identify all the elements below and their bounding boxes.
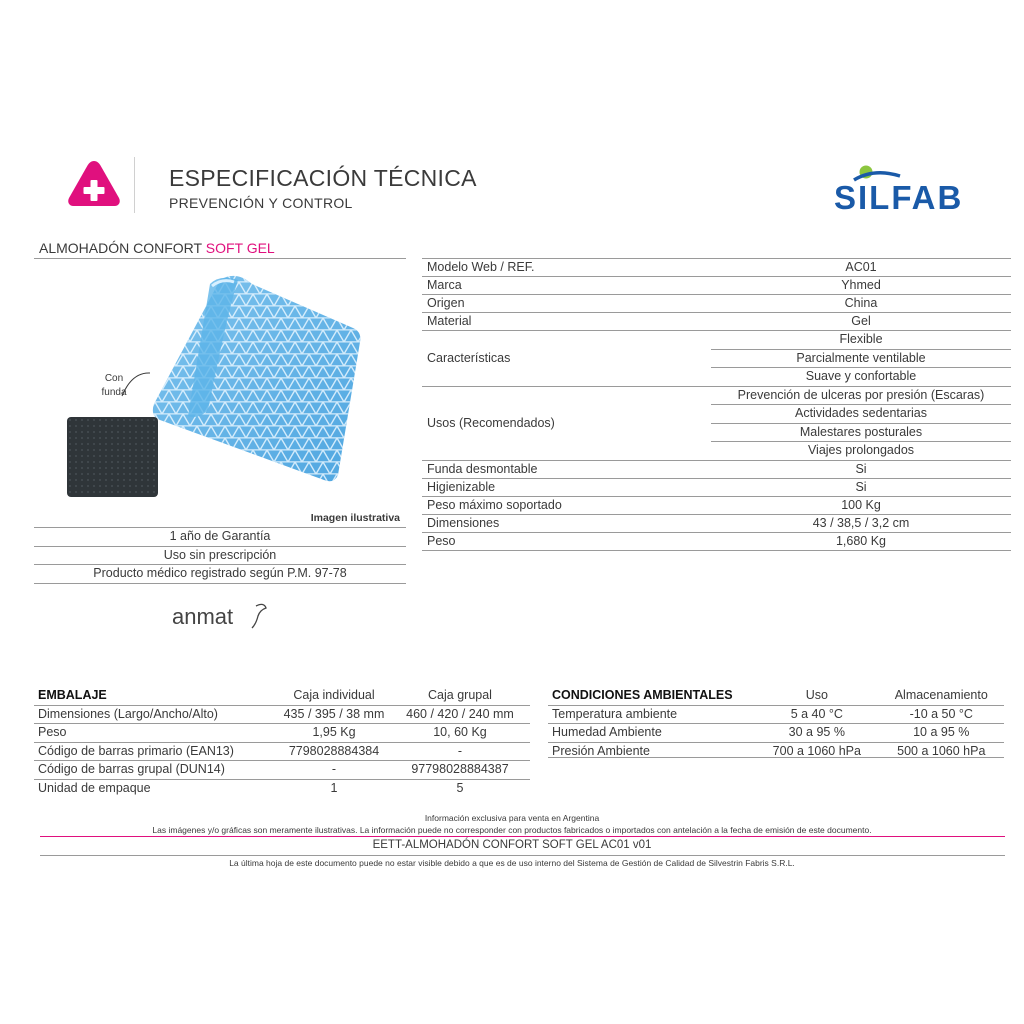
note-warranty: 1 año de Garantía: [34, 527, 406, 546]
table-header-row: [34, 687, 530, 705]
anmat-logo-text: anmat: [172, 604, 234, 629]
table-header: Caja individual: [293, 688, 375, 702]
table-cell: 97798028884387: [411, 762, 509, 776]
silfab-logo: [834, 163, 980, 213]
table-cell: 1: [330, 780, 338, 795]
footer-note: La última hoja de este documento puede no estar visible debido a que es de uso interno del Sistema de Gestión de Calidad de Silvestrin Fabris S.R.L.: [229, 858, 795, 868]
spec-value: 43 / 38,5 / 3,2 cm: [812, 515, 910, 530]
table-cell: 5 a 40 °C: [790, 706, 843, 721]
document-subtitle: PREVENCIÓN Y CONTROL: [169, 195, 353, 211]
spec-values: [711, 387, 1011, 460]
table-cell: 1,95 Kg: [312, 725, 356, 739]
spec-value: China: [844, 296, 878, 310]
spec-value: Suave y confortable: [711, 367, 1011, 386]
spec-row: [422, 532, 1011, 551]
table-cell: 460 / 420 / 240 mm: [406, 706, 514, 721]
cover-label-line1: Con: [104, 373, 124, 384]
table-row: [34, 779, 530, 798]
table-cell: 10 a 95 %: [913, 725, 970, 739]
spec-group-caracteristicas: [422, 330, 1011, 386]
footer-rule: [40, 855, 1005, 856]
spec-label: Peso máximo soportado: [427, 497, 562, 512]
spec-label: Características: [427, 351, 511, 366]
table-cell: 435 / 395 / 38 mm: [283, 706, 385, 721]
cover-label-line2: funda: [101, 387, 127, 398]
spec-label: Marca: [427, 278, 462, 292]
note-registration: Producto médico registrado según P.M. 97-78: [34, 564, 406, 584]
silfab-logo-text: SILFAB: [834, 179, 964, 213]
table-cell: Humedad Ambiente: [552, 725, 662, 739]
table-row: [548, 723, 1004, 742]
spec-row: [422, 294, 1011, 312]
table-row: [548, 705, 1004, 724]
product-title-accent: SOFT GEL: [205, 240, 275, 256]
table-cell: -: [457, 743, 463, 758]
document-code: EETT-ALMOHADÓN CONFORT SOFT GEL AC01 v01: [372, 839, 652, 851]
spec-label: Usos (Recomendados): [427, 416, 555, 430]
table-header: Almacenamiento: [894, 688, 988, 702]
product-title-rule: [34, 258, 406, 259]
table-cell: Presión Ambiente: [552, 743, 650, 758]
spec-row: [422, 478, 1011, 496]
spec-label: Funda desmontable: [427, 461, 538, 476]
note-prescription: Uso sin prescripción: [34, 546, 406, 565]
spec-row: [422, 460, 1011, 478]
spec-row: [422, 514, 1011, 532]
table-header: CONDICIONES AMBIENTALES: [552, 688, 733, 702]
table-header: EMBALAJE: [38, 688, 107, 702]
cover-image: [67, 417, 158, 497]
table-cell: -10 a 50 °C: [909, 706, 973, 721]
footer-info: Información exclusiva para venta en Argentina: [424, 813, 600, 823]
table-header: Uso: [805, 688, 828, 702]
table-cell: Dimensiones (Largo/Ancho/Alto): [38, 706, 218, 721]
table-row: [34, 705, 530, 724]
table-row: [34, 723, 530, 742]
document-title: ESPECIFICACIÓN TÉCNICA: [169, 165, 477, 191]
spec-value: Malestares posturales: [711, 423, 1011, 442]
table-row: [34, 760, 530, 779]
table-cell: Peso: [38, 725, 67, 739]
spec-label: Material: [427, 314, 472, 328]
spec-label: Peso: [427, 533, 456, 548]
spec-value: Prevención de ulceras por presión (Escaras): [737, 387, 985, 402]
table-cell: 10, 60 Kg: [433, 725, 487, 739]
spec-value: Flexible: [839, 332, 883, 346]
packaging-table: [34, 687, 530, 797]
environment-table-rule: [548, 757, 1004, 758]
spec-value: 100 Kg: [841, 497, 881, 512]
spec-value: Si: [855, 461, 867, 476]
spec-label: Origen: [427, 296, 465, 310]
image-caption: Imagen ilustrativa: [310, 512, 400, 524]
spec-group-usos: [422, 386, 1011, 460]
environment-table: [548, 687, 1004, 760]
product-notes: [34, 527, 406, 584]
spec-value: Gel: [851, 314, 871, 328]
table-cell: 500 a 1060 hPa: [897, 743, 986, 758]
spec-row: [422, 276, 1011, 294]
footer-rule-accent: [40, 836, 1005, 837]
spec-value: Si: [855, 479, 867, 494]
footer-disclaimer: Las imágenes y/o gráficas son meramente ilustrativas. La información puede no corresponder con productos fabricados o importados con antelación a la fecha de emisión de este documento.: [152, 825, 872, 835]
spec-value: Parcialmente ventilable: [711, 349, 1011, 368]
table-cell: 700 a 1060 hPa: [772, 743, 861, 758]
table-row: [34, 742, 530, 761]
product-title-main: ALMOHADÓN CONFORT: [39, 240, 206, 256]
table-cell: 7798028884384: [288, 743, 380, 758]
table-cell: 30 a 95 %: [788, 725, 845, 739]
spec-value: Actividades sedentarias: [711, 404, 1011, 423]
spec-label: Dimensiones: [427, 515, 500, 530]
pointer-line: [118, 370, 158, 420]
spec-label: Higienizable: [427, 479, 496, 494]
cover-texture: [67, 417, 158, 497]
spec-value: Viajes prolongados: [711, 441, 1011, 460]
table-cell: Unidad de empaque: [38, 780, 151, 795]
table-cell: Código de barras grupal (DUN14): [38, 762, 225, 776]
spec-row: [422, 258, 1011, 276]
spec-row: [422, 496, 1011, 514]
spec-value: 1,680 Kg: [835, 533, 887, 548]
header-divider: [134, 157, 135, 213]
table-cell: Temperatura ambiente: [552, 706, 678, 721]
spec-values: [711, 331, 1011, 386]
spec-table: [422, 258, 1011, 551]
gel-cushion-image: [148, 270, 368, 485]
spec-row: [422, 312, 1011, 330]
table-header-row: [548, 687, 1004, 705]
table-cell: Código de barras primario (EAN13): [38, 743, 234, 758]
table-cell: -: [331, 762, 337, 776]
spec-value: Yhmed: [841, 278, 881, 292]
spec-value: AC01: [845, 260, 877, 274]
anmat-logo: [172, 600, 272, 632]
table-header: Caja grupal: [428, 688, 492, 702]
spec-label: Modelo Web / REF.: [427, 260, 535, 274]
product-title: [39, 240, 275, 256]
medical-cross-triangle-icon: [66, 158, 122, 208]
table-cell: 5: [456, 780, 464, 795]
